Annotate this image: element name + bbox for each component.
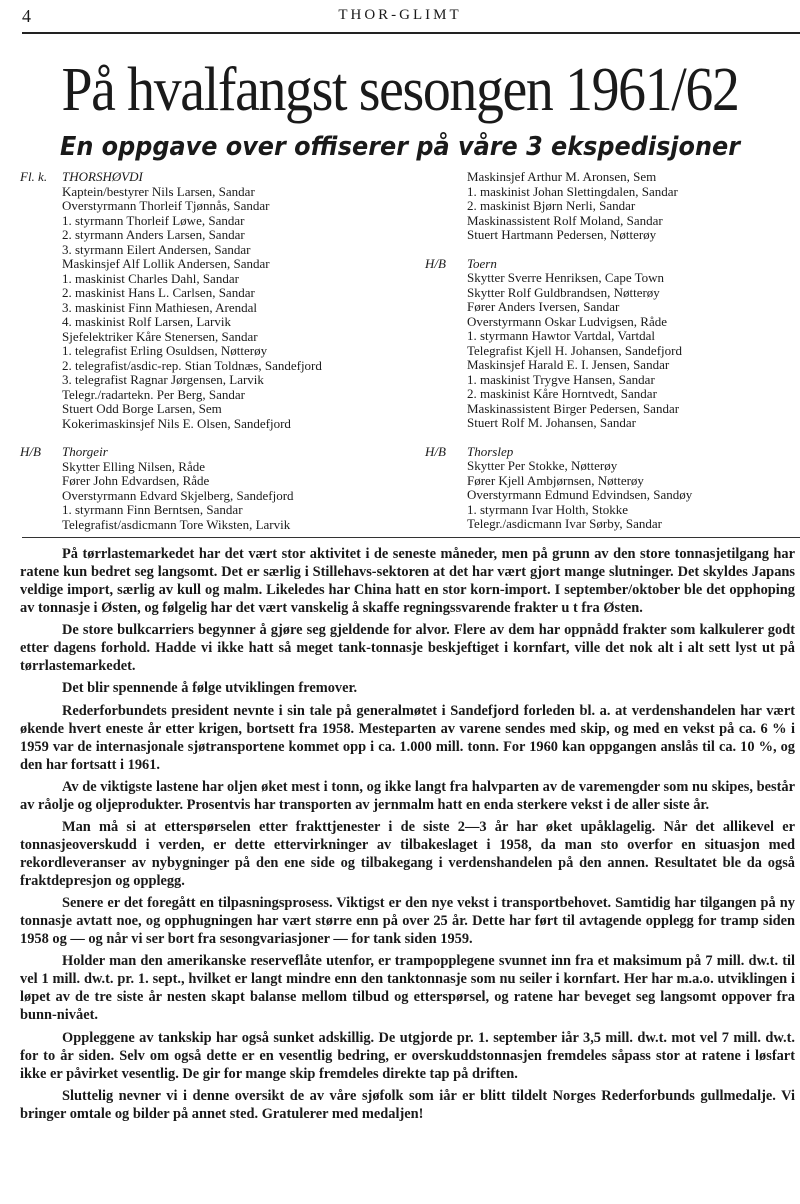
crew-group-thorslep [425, 445, 795, 532]
header-rule [22, 32, 800, 34]
article-paragraph: Holder man den amerikanske reserveflåte utenfor, er trampopplegene svunnet inn fra et maksimum på 7 mill. dw.t. til vel 1 mill. dw.t. pr. 1. sept., hvilket er langt mindre enn den tanktonnasje som nu seiler i kornfart. Her har m.a.o. utviklingen i løpet av de tre siste år nesten skapt balanse mellom tilbud og etterspørsel, og ratene har beveget seg langsomt oppover fra bunn-nivået. [20, 953, 795, 1024]
article-paragraph: Rederforbundets president nevnte i sin tale på generalmøtet i Sandefjord forleden bl. a. at verdenshandelen har vært økende hvert eneste år etter krigen, bortsett fra 1958. Mesteparten av varene sendes med skip, og med en vekst på ca. 6 % i 1959 var de internasjonale sjøtransportene kommet opp i ca. 1.000 mill. tonn. For 1960 kan oppgangen anslås til ca. 10 %, og den har fortsatt i 1961. [20, 702, 795, 773]
ship-type: H/B [20, 444, 41, 459]
crew-column-left [20, 170, 440, 546]
page-header [0, 0, 800, 34]
crew-member: Fører John Edvardsen, Råde [62, 473, 210, 488]
crew-member: Telegr./radartekn. Per Berg, Sandar [62, 386, 245, 402]
crew-member: 2. telegrafist/asdic-rep. Stian Toldnæs, Sandefjord [62, 357, 322, 373]
ship-name: Toern [467, 255, 497, 271]
ship-name: Thorgeir [62, 444, 108, 459]
crew-member: Stuert Rolf M. Johansen, Sandar [467, 415, 636, 430]
crew-group-thorshovdi [20, 170, 440, 431]
crew-member: Skytter Per Stokke, Nøtterøy [467, 458, 618, 473]
crew-member: Sjefelektriker Kåre Stenersen, Sandar [62, 328, 258, 344]
page-subtitle: En oppgave over offiserer på våre 3 ekspedisjoner [59, 132, 740, 162]
ship-type: Fl. k. [20, 169, 48, 184]
crew-member: Kokerimaskinsjef Nils E. Olsen, Sandefjord [62, 415, 291, 431]
crew-member: Skytter Elling Nilsen, Råde [62, 458, 205, 474]
crew-group-toern [425, 257, 795, 431]
ship-heading [425, 445, 795, 460]
crew-member: Stuert Hartmann Pedersen, Nøtterøy [467, 227, 657, 242]
article-paragraph: Av de viktigste lastene har oljen øket mest i tonn, og ikke langt fra halvparten av de varemengder som nu skipes, består av råolje og oljeprodukter. Prosentvis har transporten av jernmalm hatt en enda sterkere vekst i de aller siste år. [20, 778, 795, 813]
article-paragraph: De store bulkcarriers begynner å gjøre seg gjeldende for alvor. Flere av dem har oppnådd frakter som kalkulerer godt etter dagens forhold. Hadde vi ikke hatt så meget tank-tonnasje beskjeftiget i kornfart, ville det nok alt i alt sett lyst ut på tørrlastemarkedet. [20, 622, 795, 675]
article-paragraph: Sluttelig nevner vi i denne oversikt de av våre sjøfolk som iår er blitt tildelt Norges Rederforbunds gullmedalje. Vi bringer omtale og bilder på annet sted. Gratulerer med medaljen! [20, 1087, 795, 1122]
page-number: 4 [22, 6, 31, 26]
crew-member: Maskinassistent Rolf Moland, Sandar [467, 212, 663, 228]
crew-member: 1. styrmann Thorleif Løwe, Sandar [62, 212, 245, 228]
crew-member: 1. styrmann Hawtor Vartdal, Vartdal [467, 328, 655, 343]
crew-member: Overstyrmann Edvard Skjelberg, Sandefjord [62, 487, 294, 503]
crew-member: Kaptein/bestyrer Nils Larsen, Sandar [62, 183, 255, 199]
crew-member: Skytter Rolf Guldbrandsen, Nøtterøy [467, 284, 660, 300]
crew-group-thorshovdi-continued [425, 170, 795, 243]
article-body [20, 545, 795, 1127]
crew-list [20, 185, 440, 432]
crew-member: 1. maskinist Charles Dahl, Sandar [62, 270, 239, 286]
article-paragraph: På tørrlastemarkedet har det vært stor aktivitet i de seneste måneder, men på grunn av den store tonnasjetilgang har ratene kun bedret seg langsomt. Det er særlig i Stillehavs-sektoren at det har vært gjort mange slutninger. Det skyldes Japans veldige import, særlig av kull og malm. Likeledes har China hatt en stor korn-import. I september/oktober ble det opphoping av tonnasje i Østen, og følgelig har det vært vanskelig å skaffe regningssvarende frakter u t fra Østen. [20, 546, 795, 616]
crew-member: Stuert Odd Borge Larsen, Sem [62, 401, 222, 416]
crew-member: Maskinsjef Arthur M. Aronsen, Sem [467, 169, 657, 184]
article-paragraph: Senere er det foregått en tilpasningsprosess. Viktigst er den nye vekst i transportbehovet. Samtidig har tilgangen på ny tonnasje avtatt noe, og opphugningen har vært større enn på over 25 år. Dette har ført til avtagende opplegg for tramp siden 1958 og — og når vi ser bort fra sesongvariasjoner — for tank siden 1959. [20, 895, 795, 948]
crew-member: Telegrafist Kjell H. Johansen, Sandefjord [467, 342, 682, 358]
crew-member: 3. maskinist Finn Mathiesen, Arendal [62, 299, 257, 315]
ship-name: Thorslep [467, 443, 514, 459]
crew-member: Overstyrmann Oskar Ludvigsen, Råde [467, 313, 668, 329]
crew-member: 2. maskinist Kåre Horntvedt, Sandar [467, 386, 657, 401]
crew-member: Skytter Sverre Henriksen, Cape Town [467, 270, 665, 285]
crew-member: Telegr./asdicmann Ivar Sørby, Sandar [467, 516, 662, 531]
crew-member: 3. telegrafist Ragnar Jørgensen, Larvik [62, 372, 264, 387]
crew-member: 1. maskinist Trygve Hansen, Sandar [467, 371, 655, 387]
page-title: På hvalfangst sesongen 1961/62 [61, 56, 739, 124]
crew-member: 2. styrmann Anders Larsen, Sandar [62, 227, 245, 242]
running-title: THOR-GLIMT [338, 7, 462, 23]
crew-group-thorgeir [20, 445, 440, 532]
crew-member: 4. maskinist Rolf Larsen, Larvik [62, 314, 231, 329]
crew-member: Fører Kjell Ambjørnsen, Nøtterøy [467, 472, 644, 488]
ship-heading [20, 170, 440, 185]
crew-member: Overstyrmann Thorleif Tjønnås, Sandar [62, 198, 270, 213]
crew-member: 1. telegrafist Erling Osuldsen, Nøtterøy [62, 343, 268, 358]
crew-member: Fører Anders Iversen, Sandar [467, 299, 620, 314]
crew-list [425, 271, 795, 431]
crew-member: 2. maskinist Hans L. Carlsen, Sandar [62, 285, 255, 300]
article-paragraph: Oppleggene av tankskip har også sunket adskillig. De utgjorde pr. 1. september iår 3,5 mill. dw.t. mot vel 7 mill. dw.t. for to år siden. Selv om også dette er en vesentlig bedring, er overskuddstonnasjen fremdeles såpass stor at ratene i løsfart ikke er påvirket vesentlig. De gir for mange skip fremdeles direkte tap på driften. [20, 1029, 795, 1082]
crew-member: Overstyrmann Edmund Edvindsen, Sandøy [467, 487, 693, 502]
crew-member: 1. maskinist Johan Slettingdalen, Sandar [467, 183, 678, 199]
ship-name: THORSHØVDI [62, 169, 143, 184]
crew-list [20, 460, 440, 533]
article-paragraph: Man må si at etterspørselen etter frakttjenester i de siste 2—3 år har øket upåklagelig. Når det allikevel er tonnasjeoverskudd i verden, er dette ettervirkninger av tilbakeslaget i 1958, da man sto overfor en situasjon med rekordleveranser av nybygninger på den ene side og tilbakegang i verdenshandelen på den annen. Resultatet ble da også fraktdepresjon og opplegg. [20, 818, 795, 889]
crew-list [425, 170, 795, 243]
crew-member: Telegrafist/asdicmann Tore Wiksten, Larvik [62, 516, 291, 532]
ship-heading [20, 445, 440, 460]
crew-member: 3. styrmann Eilert Andersen, Sandar [62, 241, 251, 257]
crew-column-right [425, 170, 795, 546]
article-paragraph: Det blir spennende å følge utviklingen fremover. [62, 680, 358, 697]
crew-member: 1. styrmann Ivar Holth, Stokke [467, 501, 629, 517]
crew-list [425, 459, 795, 532]
crew-member: Maskinsjef Alf Lollik Andersen, Sandar [62, 256, 270, 271]
section-divider [22, 537, 800, 538]
ship-heading [425, 257, 795, 272]
crew-member: Maskinassistent Birger Pedersen, Sandar [467, 400, 680, 416]
crew-member: Maskinsjef Harald E. I. Jensen, Sandar [467, 357, 670, 372]
ship-type: H/B [425, 443, 446, 459]
crew-member: 2. maskinist Bjørn Nerli, Sandar [467, 198, 636, 213]
ship-type: H/B [425, 255, 446, 271]
crew-member: 1. styrmann Finn Berntsen, Sandar [62, 502, 243, 517]
